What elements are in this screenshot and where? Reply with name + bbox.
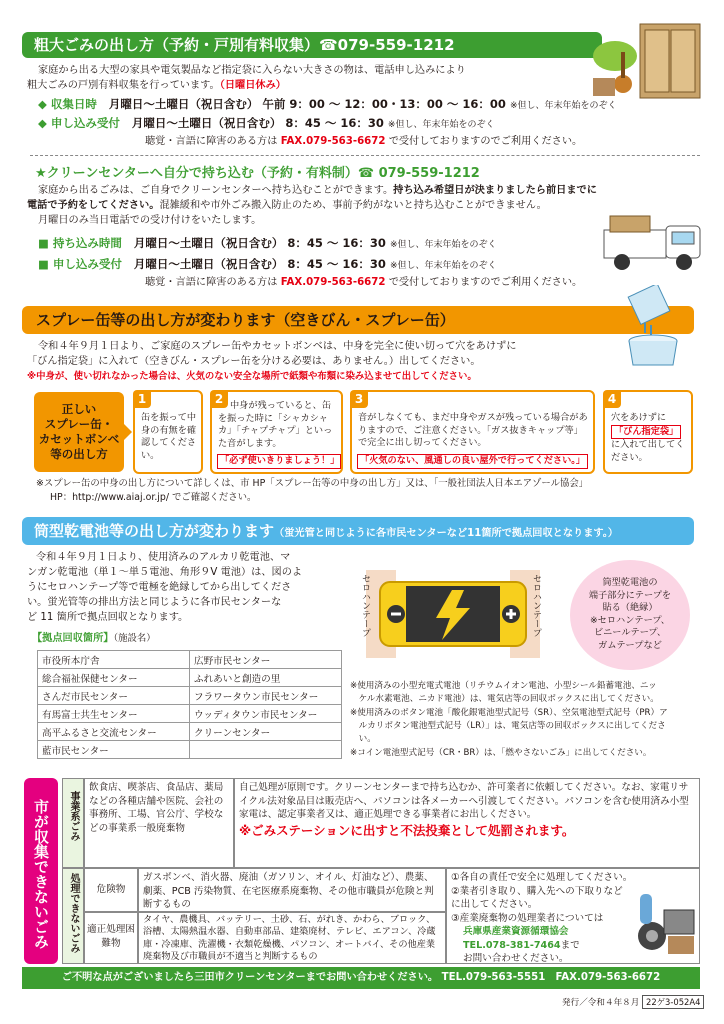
battery-sites-label: 【拠点回収箇所】: [32, 633, 114, 644]
spray-line-1: 令和４年９月１日より、ご家庭のスプレー缶やカセットボンベは、中身を完全に使い切って穴をあけずに: [38, 341, 517, 352]
spray-step-1-num: 1: [133, 390, 151, 408]
battery-note-0: ※使用済みの小型充電式電池（リチウムイオン電池、小型シール鉛蓄電池、ニッ: [350, 681, 657, 691]
bubble-line: 筒型乾電池の: [602, 577, 658, 588]
site-cell: フラワータウン市民センター: [190, 687, 342, 705]
danger-text: ガスボンベ、消火器、廃油（ガソリン、オイル、灯油など）、農薬、劇薬、PCB 汚染物質、在宅医療系廃棄物、その他市職員が危険と判断するもの: [143, 872, 434, 910]
proc-right-2: ②業者引き取り、購入先への下取りなどに出してください。: [451, 885, 623, 910]
spray-note-2: HP：http://www.aiaj.or.jp/ でご確認ください。: [50, 492, 257, 503]
battery-note-4: い。: [350, 734, 376, 744]
plant-leaves: [593, 41, 637, 71]
footer-code: 22ゲ3-052A4: [642, 995, 704, 1009]
spray-side-label-2: スプレー缶・: [44, 417, 114, 431]
site-cell: ウッディタウン市民センター: [190, 705, 342, 723]
danger-label-cell: [84, 868, 138, 912]
hard-label-cell: [84, 912, 138, 964]
battery-bubble: [570, 560, 690, 670]
gas-cylinder: [640, 894, 652, 924]
selfbring-fax-line: [145, 275, 582, 290]
business-label: 事業系ごみ: [68, 791, 79, 841]
spray-step-4-num: 4: [603, 390, 621, 408]
site-cell: クリーンセンター: [190, 723, 342, 741]
business-label-cell: [62, 778, 84, 868]
selfbring-line-3: 月曜日のみ当日電話での受け付けをいたします。: [38, 215, 262, 226]
spray-warning: ※中身が、使い切れなかった場合は、火気のない安全な場所で紙類や布類に染み込ませて出してください。: [27, 371, 477, 382]
table-row: [38, 687, 342, 705]
business-text: 自己処理が原則です。クリーンセンターまで持ち込むか、許可業者に依頼してください。なお、家電リサイクル法対象品目は販売店へ、パソコンは各メーカーへ引渡してください。パソコンを含む使用済み小型家電は、認定事業者又は、適正処理できる事業者にお出しください。: [239, 782, 689, 820]
selfbring-accept-label: ■ 申し込み受付: [38, 257, 122, 271]
business-desc-cell: [84, 778, 234, 868]
spray-step-2: [210, 390, 343, 474]
spray-step-4-red: 「びん指定袋」: [611, 425, 681, 440]
tv: [664, 910, 694, 934]
bulky-intro-1: 家庭から出る大型の家具や電気製品など指定袋に入らない大きさの物は、電話申し込みにより: [38, 65, 466, 76]
selfbring-line-2b: 混雑緩和や市外ごみ搬入防止のため、事前予約がないと持ち込むことができません。: [159, 200, 547, 211]
site-cell: [190, 741, 342, 759]
bulky-accept-note: ※但し、年末年始をのぞく: [387, 120, 495, 130]
bulky-collect-row: [38, 96, 616, 114]
selfbring-accept-note: ※但し、年末年始をのぞく: [389, 261, 497, 271]
spray-title: スプレー缶等の出し方が変わります（空きびん・スプレー缶）: [22, 306, 694, 334]
bubble-line: ビニールテープ、: [593, 627, 667, 638]
notcollected-side-label: 市が収集できないごみ: [24, 778, 58, 964]
battery-note-2: ※使用済みのボタン電池「酸化銀電池型式記号（SR）、空気電池型式記号（PR）ア: [350, 708, 668, 718]
spray-step-4: [603, 390, 693, 474]
battery-sites-sub: （施設名）: [113, 633, 156, 644]
selfbring-line-1b: 持ち込み希望日が決まりましたら前日までに: [393, 185, 597, 196]
bubble-line: ※セロハンテープ、: [589, 614, 670, 626]
bulky-fax-pre: 聴覚・言語に障害のある方は: [145, 136, 278, 147]
selfbring-fax-post: で受付しておりますのでご利用ください。: [388, 277, 583, 288]
table-row: [38, 741, 342, 759]
site-cell: 藍市民センター: [38, 741, 190, 759]
spray-step-2-num: 2: [210, 390, 228, 408]
bulky-collect-value: 月曜日～土曜日（祝日含む） 午前 9：00 ～ 12：00・13：00 ～ 16：00: [108, 97, 506, 111]
spray-step-3: [350, 390, 595, 474]
hard-label: 適正処理困難物: [87, 924, 135, 949]
business-desc: 飲食店、喫茶店、食品店、薬局などの各種店舗や医院、会社の事務所、工場、官公庁、学校などの事業系一般廃棄物: [89, 782, 224, 834]
selfbring-fax-number: FAX.079-563-6672: [280, 277, 386, 288]
spray-line-2: 「びん指定袋」に入れて（空きびん・スプレー缶を分ける必要は、ありません。）出してください。: [27, 356, 481, 367]
proc-right-tel-post: まで: [560, 939, 580, 951]
selfbring-accept-row: [38, 256, 496, 274]
dashed-divider: [30, 155, 700, 156]
truck-cargo: [604, 230, 666, 258]
battery-line-3: い。蛍光管等の排出方法と同じように各市民センターな: [27, 597, 282, 608]
battery-note-5: ※コイン電池型式記号（CR・BR）は、「燃やさないごみ」に出してください。: [350, 748, 652, 758]
spray-step-3-red: 「火気のない、風通しの良い屋外で行ってください。」: [357, 454, 593, 469]
selfbring-title: ★クリーンセンターへ自分で持ち込む（予約・有料制）☎ 079-559-1212: [35, 166, 480, 181]
spray-step-2-red: 「必ず使いきりましょう！」: [217, 454, 341, 469]
battery-illustration: [348, 552, 558, 672]
furniture-illustration: [585, 18, 715, 103]
spray-side-label-3: カセットボンベ: [38, 432, 120, 446]
battery-line-4: ど 11 箇所で拠点回収となります。: [27, 612, 189, 623]
site-cell: 有馬富士共生センター: [38, 705, 190, 723]
bucket: [629, 341, 677, 365]
battery-title-bar: [22, 517, 694, 545]
bulky-title: 粗大ごみの出し方（予約・戸別有料収集）☎079-559-1212: [22, 32, 602, 58]
selfbring-time-value: 月曜日～土曜日（祝日含む） 8：45 ～ 16：30: [133, 236, 386, 250]
selfbring-time-row: [38, 235, 496, 253]
table-row: [38, 651, 342, 669]
proc-right-3: ③産業廃棄物の処理業者については: [451, 912, 604, 924]
battery-line-2: うにセロハンテープ等で電極を絶縁してから出してくださ: [27, 582, 292, 593]
selfbring-line-1a: 家庭から出るごみは、ご自身でクリーンセンターへ持ち込むことができます。: [38, 185, 394, 196]
spray-step-2-text: 中身が残っていると、缶を振った時に「シャカシャカ」「チャプチャプ」といった音がします。: [218, 400, 333, 449]
hard-text: タイヤ、農機具、バッテリー、土砂、石、がれき、かわら、ブロック、浴槽、太陽熱温水器、自動車部品、建築廃材、テレビ、エアコン、冷蔵庫・冷凍庫、洗濯機・衣類乾燥機、パソコン、オートバイ、その他産業廃棄物及び市職員が不適当と判断するもの: [143, 914, 436, 963]
truck-window: [672, 232, 694, 244]
danger-text-cell: [138, 868, 446, 912]
spray-arrow: [124, 424, 132, 440]
spray-can-body: [628, 285, 670, 324]
site-cell: 高平ふるさと交流センター: [38, 723, 190, 741]
selfbring-line-2: [27, 198, 547, 213]
spray-can-illustration: [615, 285, 690, 370]
footer-issue: 発行／令和４年８月: [562, 998, 640, 1008]
spray-step-3-num: 3: [350, 390, 368, 408]
truck-wheel-rear: [614, 254, 630, 270]
bubble-line: 貼る（絶縁）: [602, 602, 658, 613]
footer-contact-bar: ご不明な点がございましたら三田市クリーンセンターまでお問い合わせください。 TEL.079-563-5551 FAX.079-563-6672: [22, 967, 700, 989]
spray-step-1-text: 缶を振って中身の有無を確認してください。: [141, 412, 197, 461]
selfbring-line-1: [38, 183, 597, 198]
junk-pile-illustration: [632, 880, 698, 960]
spray-step-4-text: [611, 412, 691, 464]
battery-title-sub: （蛍光管と同じように各市民センターなど11箇所で拠点回収となります。）: [274, 528, 619, 539]
spray-step-4-text2: に入れて出してください。: [611, 439, 685, 463]
battery-line-0: 令和４年９月１日より、使用済みのアルカリ乾電池、マ: [36, 552, 291, 563]
spray-side-label-1: 正しい: [61, 402, 97, 416]
cabinet-door-left: [645, 30, 669, 92]
selfbring-fax-pre: 聴覚・言語に障害のある方は: [145, 277, 278, 288]
selfbring-accept-value: 月曜日～土曜日（祝日含む） 8：45 ～ 16：30: [133, 257, 386, 271]
table-row: [38, 723, 342, 741]
spray-note-1: ※スプレー缶の中身の出し方について詳しくは、市 HP「スプレー缶等の中身の出し方」又は、「一般社団法人日本エアゾール協会」: [36, 478, 589, 489]
bricks: [668, 936, 694, 954]
danger-label: 危険物: [96, 884, 126, 895]
hard-text-cell: [138, 912, 446, 964]
bulky-fax-number: FAX.079-563-6672: [280, 136, 386, 147]
battery-note-1: ケル水素電池、ニカド電池）は、電気店等の回収ボックスに出してください。: [350, 694, 659, 704]
site-cell: 総合福祉保健センター: [38, 669, 190, 687]
bulky-intro-2-text: 粗大ごみの戸別有料収集を行っています。: [27, 80, 220, 91]
battery-sites-table: [37, 650, 342, 759]
bulky-sunday-closed: （日曜日休み）: [219, 80, 286, 91]
selfbring-time-label: ■ 持ち込み時間: [38, 236, 122, 250]
proc-label-cell: [62, 868, 84, 964]
tape-label-right: セロハンテープ: [531, 574, 541, 637]
business-warning: ※ごみステーションに出すと不法投棄として処罰されます。: [239, 822, 575, 838]
bubble-line: 端子部分にテープを: [588, 589, 672, 601]
proc-right-org: 兵庫県産業資源循環協会: [463, 926, 569, 937]
tape-label-left: セロハンテープ: [360, 574, 370, 637]
box: [593, 78, 615, 96]
bulky-collect-note: ※但し、年末年始をのぞく: [509, 101, 617, 111]
proc-right-tel: TEL.078-381-7464: [463, 939, 561, 951]
bulky-intro-2: [27, 78, 286, 93]
spray-step-1: [133, 390, 203, 474]
bulky-collect-label: ◆ 収集日時: [38, 97, 97, 111]
bulky-fax-line: [145, 134, 582, 149]
bulky-accept-row: [38, 115, 494, 133]
spray-step-3-text: 音がしなくても、まだ中身やガスが残っている場合がありますので、ご注意ください。「ガス抜きキャップ等」で完全に出し切ってください。: [358, 412, 588, 448]
site-cell: 広野市民センター: [190, 651, 342, 669]
spray-step-4-text1: 穴をあけずに: [611, 412, 667, 423]
truck-illustration: [600, 212, 710, 274]
site-cell: 市役所本庁舎: [38, 651, 190, 669]
bulky-fax-post: で受付しておりますのでご利用ください。: [388, 136, 583, 147]
bubble-line: ガムテープなど: [598, 639, 662, 651]
bulky-accept-label: ◆ 申し込み受付: [38, 116, 120, 130]
cabinet-door-right: [671, 30, 695, 92]
site-cell: ふれあいと創造の里: [190, 669, 342, 687]
proc-label: 処理できないごみ: [68, 873, 79, 953]
truck-wheel-front: [676, 254, 692, 270]
business-text-cell: [234, 778, 700, 868]
proc-right-1: ①各自の責任で安全に処理してください。: [451, 872, 633, 883]
battery-note-3: ルカリボタン電池型式記号（LR）」は、電気店等の回収ボックスに出してくださ: [350, 721, 666, 731]
bulky-accept-value: 月曜日～土曜日（祝日含む） 8：45 ～ 16：30: [131, 116, 384, 130]
battery-title: 筒型乾電池等の出し方が変わります: [34, 522, 275, 540]
table-row: [38, 705, 342, 723]
battery-line-1: ンガン乾電池（単１～単５電池、角形９V 電池）は、図のよ: [27, 567, 303, 578]
table-row: [38, 669, 342, 687]
battery-sites-heading: [32, 631, 156, 646]
spray-side-label: [34, 392, 124, 472]
selfbring-line-2a: 電話で予約をしてください。: [27, 200, 160, 211]
spray-side-label-4: 等の出し方: [50, 447, 108, 461]
proc-right-end: お問い合わせください。: [463, 953, 569, 964]
selfbring-time-note: ※但し、年末年始をのぞく: [389, 240, 497, 250]
drip-lines: [645, 323, 651, 335]
site-cell: さんだ市民センター: [38, 687, 190, 705]
guitar-neck: [621, 52, 625, 78]
truck-load: [610, 216, 650, 232]
